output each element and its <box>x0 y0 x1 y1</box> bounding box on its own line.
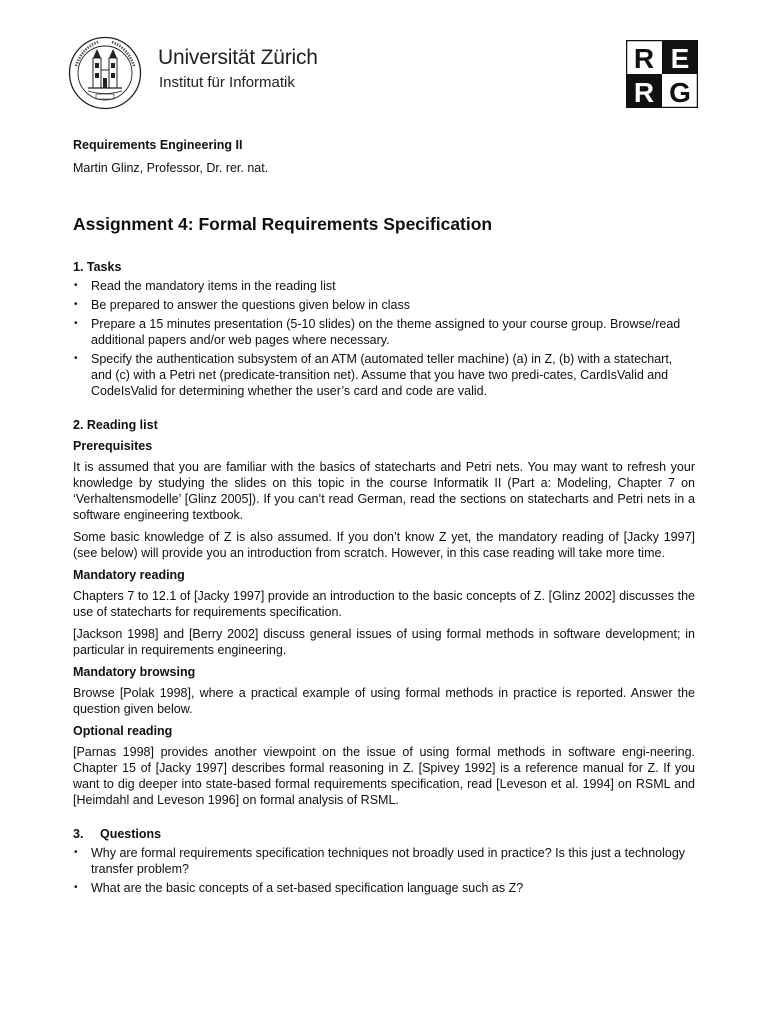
university-seal-icon <box>68 36 142 110</box>
optional-reading-paragraph: [Parnas 1998] provides another viewpoint on the issue of using formal methods in software engi-neering. Chapter 15 of [Jacky 1997] describes formal reasoning in Z. [Spivey 1992] is a reference manual for Z. If you want to dig deeper into state-based formal requirements specification, read [Leveson et al. 1994] on RSML and [Heimdahl and Leveson 1996] on formal analysis of RSML. <box>73 745 695 807</box>
document-title: Assignment 4: Formal Requirements Specification <box>73 214 493 234</box>
mandatory-browsing-paragraph: Browse [Polak 1998], where a practical example of using formal methods in practice is reported. Answer the question given below. <box>73 686 695 716</box>
author-line: Martin Glinz, Professor, Dr. rer. nat. <box>73 161 269 175</box>
task-item: • Read the mandatory items in the reading list <box>73 278 695 294</box>
document-body <box>73 259 695 899</box>
task-item: • Specify the authentication subsystem of an ATM (automated teller machine) (a) in Z, (b) with a statechart, and (c) with a Petri net (predicate-transition net). Assume that you have two predi-cates, CardIsValid and CodeIsValid for determining whether the user’s card and code are valid. <box>73 351 695 399</box>
tasks-heading: 1. Tasks <box>73 260 122 274</box>
page-header <box>68 36 700 110</box>
tasks-list <box>73 278 695 399</box>
task-item: • Be prepared to answer the questions given below in class <box>73 297 695 313</box>
questions-list <box>73 845 695 896</box>
questions-number: 3. <box>73 827 84 841</box>
reading-list-heading: 2. Reading list <box>73 418 158 432</box>
prerequisites-heading: Prerequisites <box>73 439 153 453</box>
prerequisites-paragraph: It is assumed that you are familiar with the basics of statecharts and Petri nets. You may want to refresh your knowledge by studying the slides on this topic in the course Informatik II (Part a: Modeling, Chapter 7 on ‘Verhaltensmodelle’ [Glinz 2005]). If you can’t read German, read the sections on statecharts and Petri nets in a software engineering textbook. <box>73 460 695 522</box>
questions-heading <box>73 826 695 842</box>
questions-title: Questions <box>100 827 162 841</box>
mandatory-reading-heading: Mandatory reading <box>73 568 185 582</box>
rerg-logo <box>626 40 698 108</box>
reading-list-section <box>73 417 695 808</box>
questions-section <box>73 826 695 896</box>
rerg-letter-r2: R <box>633 77 655 108</box>
rerg-letter-e: E <box>670 43 690 74</box>
mandatory-reading-paragraph: [Jackson 1998] and [Berry 2002] discuss general issues of using formal methods in software development; in particular in requirements engineering. <box>73 627 695 657</box>
optional-reading-heading: Optional reading <box>73 724 173 738</box>
task-item: • Prepare a 15 minutes presentation (5-10 slides) on the theme assigned to your course group. Browse/read additional papers and/or web pages where necessary. <box>73 316 695 348</box>
institute-name: Institut für Informatik <box>159 74 295 91</box>
rerg-letter-g: G <box>669 77 691 108</box>
question-item: • What are the basic concepts of a set-based specification language such as Z? <box>73 880 695 896</box>
course-name: Requirements Engineering II <box>73 138 243 152</box>
mandatory-reading-paragraph: Chapters 7 to 12.1 of [Jacky 1997] provide an introduction to the basic concepts of Z. [Glinz 2002] discusses the use of statecharts for requirements specification. <box>73 589 695 619</box>
mandatory-browsing-heading: Mandatory browsing <box>73 665 196 679</box>
tasks-section <box>73 259 695 399</box>
prerequisites-paragraph: Some basic knowledge of Z is also assumed. If you don’t know Z yet, the mandatory reading of [Jacky 1997] (see below) will provide you an introduction from scratch. However, in this case reading will take more time. <box>73 530 695 560</box>
university-name: Universität Zürich <box>158 46 318 69</box>
question-item: • Why are formal requirements specification techniques not broadly used in practice? Is this just a technology transfer problem? <box>73 845 695 877</box>
rerg-letter-r1: R <box>633 43 655 74</box>
